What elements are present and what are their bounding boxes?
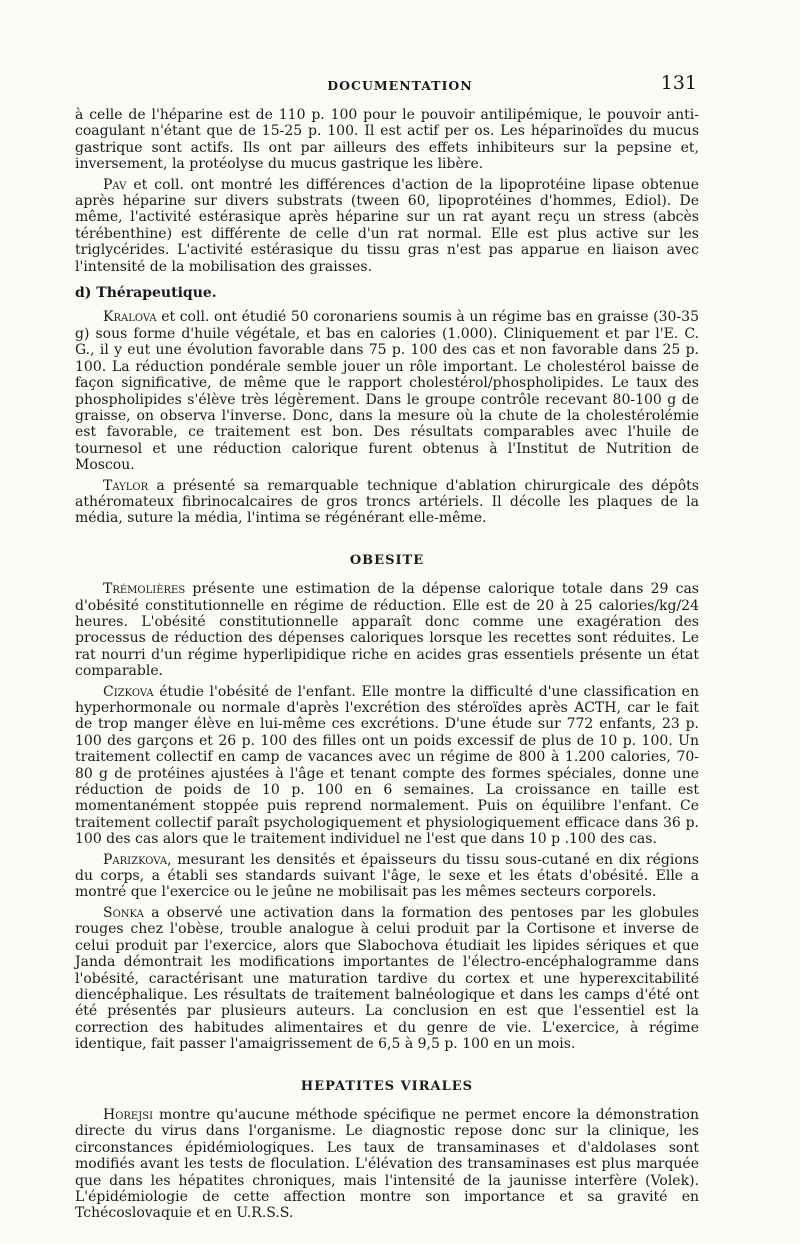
author-name: Horejsi — [103, 1106, 154, 1123]
author-name: Sonka — [103, 904, 144, 921]
paragraph: Parizkova, mesurant les densités et épaisseurs du tissu sous-cutané en dix régions du corps, a établi ses standards suivant l'âge, le sexe et les états d'obésité. Elle a montré que l'exercice ou le jeûne ne mobilisait pas les mêmes secteurs corporels. — [75, 851, 699, 901]
paragraph: Sonka a observé une activation dans la formation des pentoses par les globules rouges chez l'obèse, trouble analogue à celui produit par la Cortisone et inverse de celui produit par l'exercice, alors que Slabochova étudiait les lipides sériques et que Janda démontrait les modifications importantes de l'électro-encéphalogramme dans l'obésité, caractérisant une maturation tardive du cortex et une hyperexcitabilité diencéphalique. Les résultats de traitement balnéologique et dans les camps d'été ont été présentés par plusieurs auteurs. La conclusion en est que l'essentiel est la correction des habitudes alimentaires et du genre de vie. L'exercice, à régime identique, fait passer l'amaigrissement de 6,5 à 9,5 p. 100 en un mois. — [75, 904, 699, 1053]
article-body — [75, 107, 699, 1222]
subsection-heading: d) Thérapeutique. — [75, 285, 217, 302]
paragraph: Kralova et coll. ont étudié 50 coronariens soumis à un régime bas en graisse (30-35 g) sous forme d'huile végétale, et bas en calories (1.000). Cliniquement et par l'E. C. G., il y eut une évolution favorable dans 75 p. 100 des cas et non favorable dans 25 p. 100. La réduction pondérale semble jouer un rôle important. Le cholestérol baisse de façon significative, de même que le rapport cholestérol/phospholipides. Le taux des phospholipides s'élève très légèrement. Dans le groupe contrôle recevant 80-100 g de graisse, on observa l'inverse. Donc, dans la mesure où la chute de la cholestérolémie est favorable, ce traitement est bon. Des résultats comparables avec l'huile de tournesol et une réduction calorique furent obtenus à l'Institut de Nutrition de Moscou. — [75, 309, 699, 474]
author-name: Parizkova — [103, 851, 168, 868]
author-name: Trémolières — [103, 581, 186, 598]
running-title: DOCUMENTATION — [327, 78, 473, 93]
author-name: Pav — [103, 176, 127, 193]
running-head — [103, 72, 697, 98]
author-name: Kralova — [103, 309, 157, 326]
paragraph: à celle de l'héparine est de 110 p. 100 pour le pouvoir antilipémique, le pouvoir anti-coagulant n'étant que de 15-25 p. 100. Il est actif per os. Les héparinoïdes du mucus gastrique sont actifs. Ils ont par ailleurs des effets inhibiteurs sur la pepsine et, inversement, la protéolyse du mucus gastrique les libère. — [75, 107, 699, 173]
section-heading: HEPATITES VIRALES — [300, 1078, 474, 1094]
page-number: 131 — [660, 72, 697, 94]
paragraph: Trémolières présente une estimation de la dépense calorique totale dans 29 cas d'obésité constitutionnelle en régime de réduction. Elle est de 20 à 25 calories/kg/24 heures. L'obésité constitutionnelle apparaît donc comme une exagération des processus de réduction des dépenses caloriques lorsque les recettes sont réduites. Le rat nourri d'un régime hyperlipidique riche en acides gras essentiels présente un état comparable. — [75, 581, 699, 680]
author-name: Cizkova — [103, 683, 154, 700]
author-name: Taylor — [103, 477, 149, 494]
paragraph: Cizkova étudie l'obésité de l'enfant. Elle montre la difficulté d'une classification en hyperhormonale ou normale d'après l'excrétion des stéroïdes après ACTH, car le fait de trop manger élève en lui-même ces excrétions. D'une étude sur 772 enfants, 23 p. 100 des garçons et 26 p. 100 des filles ont un poids excessif de plus de 10 p. 100. Un traitement collectif en camp de vacances avec un régime de 800 à 1.200 calories, 70-80 g de protéines ajustées à l'âge et tenant compte des formes spéciales, donne une réduction de poids de 10 p. 100 en 6 semaines. La croissance en taille est momentanément stoppée puis reprend normalement. Puis on équilibre l'enfant. Ce traitement collectif paraît psychologiquement et physiologiquement efficace dans 36 p. 100 des cas alors que le traitement individuel ne l'est que dans 10 p .100 des cas. — [75, 683, 699, 848]
paragraph: Taylor a présenté sa remarquable technique d'ablation chirurgicale des dépôts athéromateux fibrinocalcaires de gros troncs artériels. Il décolle les plaques de la média, suture la média, l'intima se régénérant elle-même. — [75, 477, 699, 527]
section-heading: OBESITE — [349, 552, 425, 568]
paragraph: Pav et coll. ont montré les différences d'action de la lipoprotéine lipase obtenue après héparine sur divers substrats (tween 60, lipoprotéines d'hommes, Ediol). De même, l'activité estérasique après héparine sur un rat ayant reçu un stress (abcès térébenthine) est différente de celle d'un rat normal. Elle est plus active sur les triglycérides. L'activité estérasique du tissu gras n'est pas apparue en liaison avec l'intensité de la mobilisation des graisses. — [75, 176, 699, 275]
paragraph: Horejsi montre qu'aucune méthode spécifique ne permet encore la démonstration directe du virus dans l'organisme. Le diagnostic repose donc sur la clinique, les circonstances épidémiologiques. Les taux de transaminases et d'aldolases sont modifiés avant les tests de floculation. L'élévation des transaminases est plus marquée que dans les hépatites chroniques, mais l'intensité de la jaunisse interfère (Volek). L'épidémiologie de cette affection montre son importance et sa gravité en Tchécoslovaquie et en U.R.S.S. — [75, 1106, 699, 1222]
